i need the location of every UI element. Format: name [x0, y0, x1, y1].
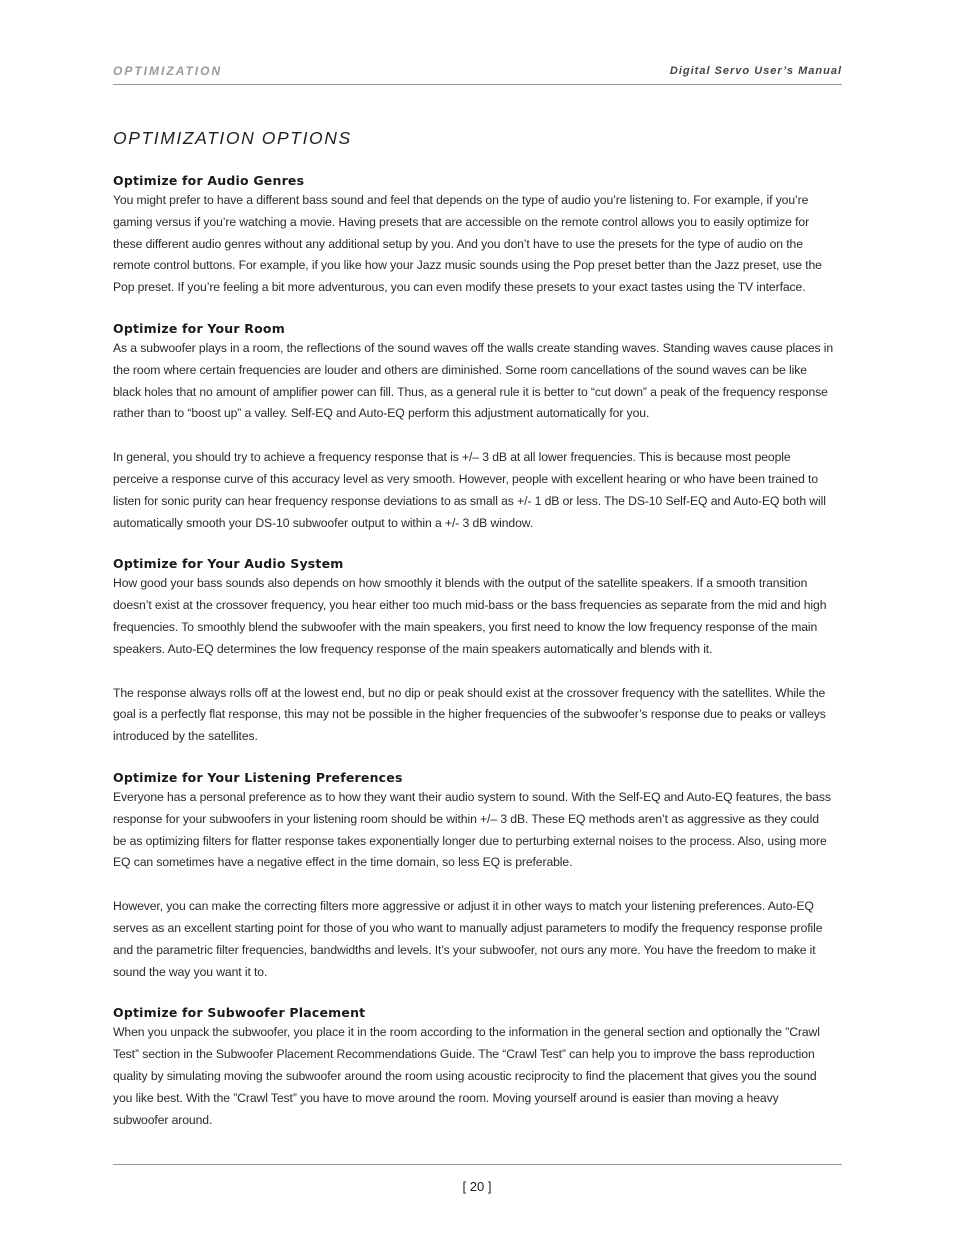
section-room	[113, 321, 835, 534]
section-paragraph: The response always rolls off at the lowest end, but no dip or peak should exist at the crossover frequency with the satellites. While the goal is a perfectly flat response, this may not be possible in the higher frequencies of the subwoofer’s response due to peaks or valleys introduced by the satellites.	[113, 685, 826, 744]
section-heading: Optimize for Subwoofer Placement	[113, 1005, 366, 1021]
header-section-label: OPTIMIZATION	[113, 64, 223, 78]
section-audio-system	[113, 556, 835, 748]
section-listening-preferences	[113, 770, 835, 983]
section-paragraph: However, you can make the correcting filters more aggressive or adjust it in other ways to match your listening preferences. Auto-EQ serves as an excellent starting point for those of you who want to manually adjust parameters to modify the frequency response profile and the parametric filter frequencies, bandwidths and levels. It’s your subwoofer, not ours any more. You have the freedom to make it sound the way you want it to.	[113, 899, 823, 979]
section-heading: Optimize for Your Listening Preferences	[113, 769, 403, 785]
section-subwoofer-placement	[113, 1005, 835, 1131]
section-paragraph: In general, you should try to achieve a frequency response that is +/– 3 dB at all lower frequencies. This is because most people perceive a response curve of this accuracy level as very smooth. However, people with excellent hearing or who have been trained to listen for sonic purity can hear frequency response deviations to as small as +/- 1 dB or less. The DS-10 Self-EQ and Auto-EQ both will automatically smooth your DS-10 subwoofer output to within a +/- 3 dB window.	[113, 450, 826, 530]
section-audio-genres	[113, 173, 835, 299]
main-content	[113, 128, 835, 1153]
section-paragraph: As a subwoofer plays in a room, the reflections of the sound waves off the walls create standing waves. Standing waves cause places in the room where certain frequencies are louder and others are diminished. Some room cancellations of the sound waves can be like black holes that no amount of amplifier power can fill. Thus, as a general rule it is better to “cut down” a peak of the frequency response rather than to “boost up” a valley. Self-EQ and Auto-EQ perform this adjustment automatically for you.	[113, 340, 834, 421]
section-paragraph: How good your bass sounds also depends on how smoothly it blends with the output of the satellite speakers. If a smooth transition doesn’t exist at the crossover frequency, you hear either too much mid-bass or the bass frequencies as separate from the mid and high frequencies. To smoothly blend the subwoofer with the main speakers, you first need to know the low frequency response of the main speakers. Auto-EQ determines the low frequency response of the main speakers automatically and blends with it.	[113, 576, 827, 656]
section-paragraph: When you unpack the subwoofer, you place it in the room according to the information in the general section and optionally the ”Crawl Test” section in the Subwoofer Placement Recommendations Guide. The “Crawl Test” can help you to improve the bass reproduction quality by simulating moving the subwoofer around the room using acoustic reciprocity to find the placement that gives you the sound you like best. With the ”Crawl Test” you have to move around the room. Moving yourself around is easier than moving a heavy subwoofer around.	[113, 1025, 820, 1127]
page-number: [ 20 ]	[462, 1179, 492, 1194]
page-header	[113, 62, 842, 85]
footer-divider	[113, 1164, 842, 1165]
section-paragraph: You might prefer to have a different bass sound and feel that depends on the type of audio you’re listening to. For example, if you’re gaming versus if you’re watching a movie. Having presets that are accessible on the remote control allows you to easily optimize for these different audio genres without any additional setup by you. And you don’t have to use the presets for the type of audio on the remote control buttons. For example, if you like how your Jazz music sounds using the Pop preset better than the Jazz preset, use the Pop preset. If you’re feeling a bit more adventurous, you can even modify these presets to your exact tastes using the TV interface.	[113, 193, 822, 295]
section-heading: Optimize for Your Room	[113, 320, 285, 336]
page-title: OPTIMIZATION OPTIONS	[113, 128, 352, 148]
section-paragraph: Everyone has a personal preference as to how they want their audio system to sound. With the Self-EQ and Auto-EQ features, the bass response for your subwoofers in your listening room should be within +/– 3 dB. These EQ methods aren’t as aggressive as they could be as optimizing filters for flatter response takes exponentially longer due to perturbing external noises to the process. Also, using more EQ can sometimes have a negative effect in the time domain, so less EQ is preferable.	[113, 789, 831, 870]
section-heading: Optimize for Your Audio System	[113, 556, 344, 572]
header-manual-title: Digital Servo User’s Manual	[669, 65, 842, 77]
section-heading: Optimize for Audio Genres	[113, 173, 305, 188]
